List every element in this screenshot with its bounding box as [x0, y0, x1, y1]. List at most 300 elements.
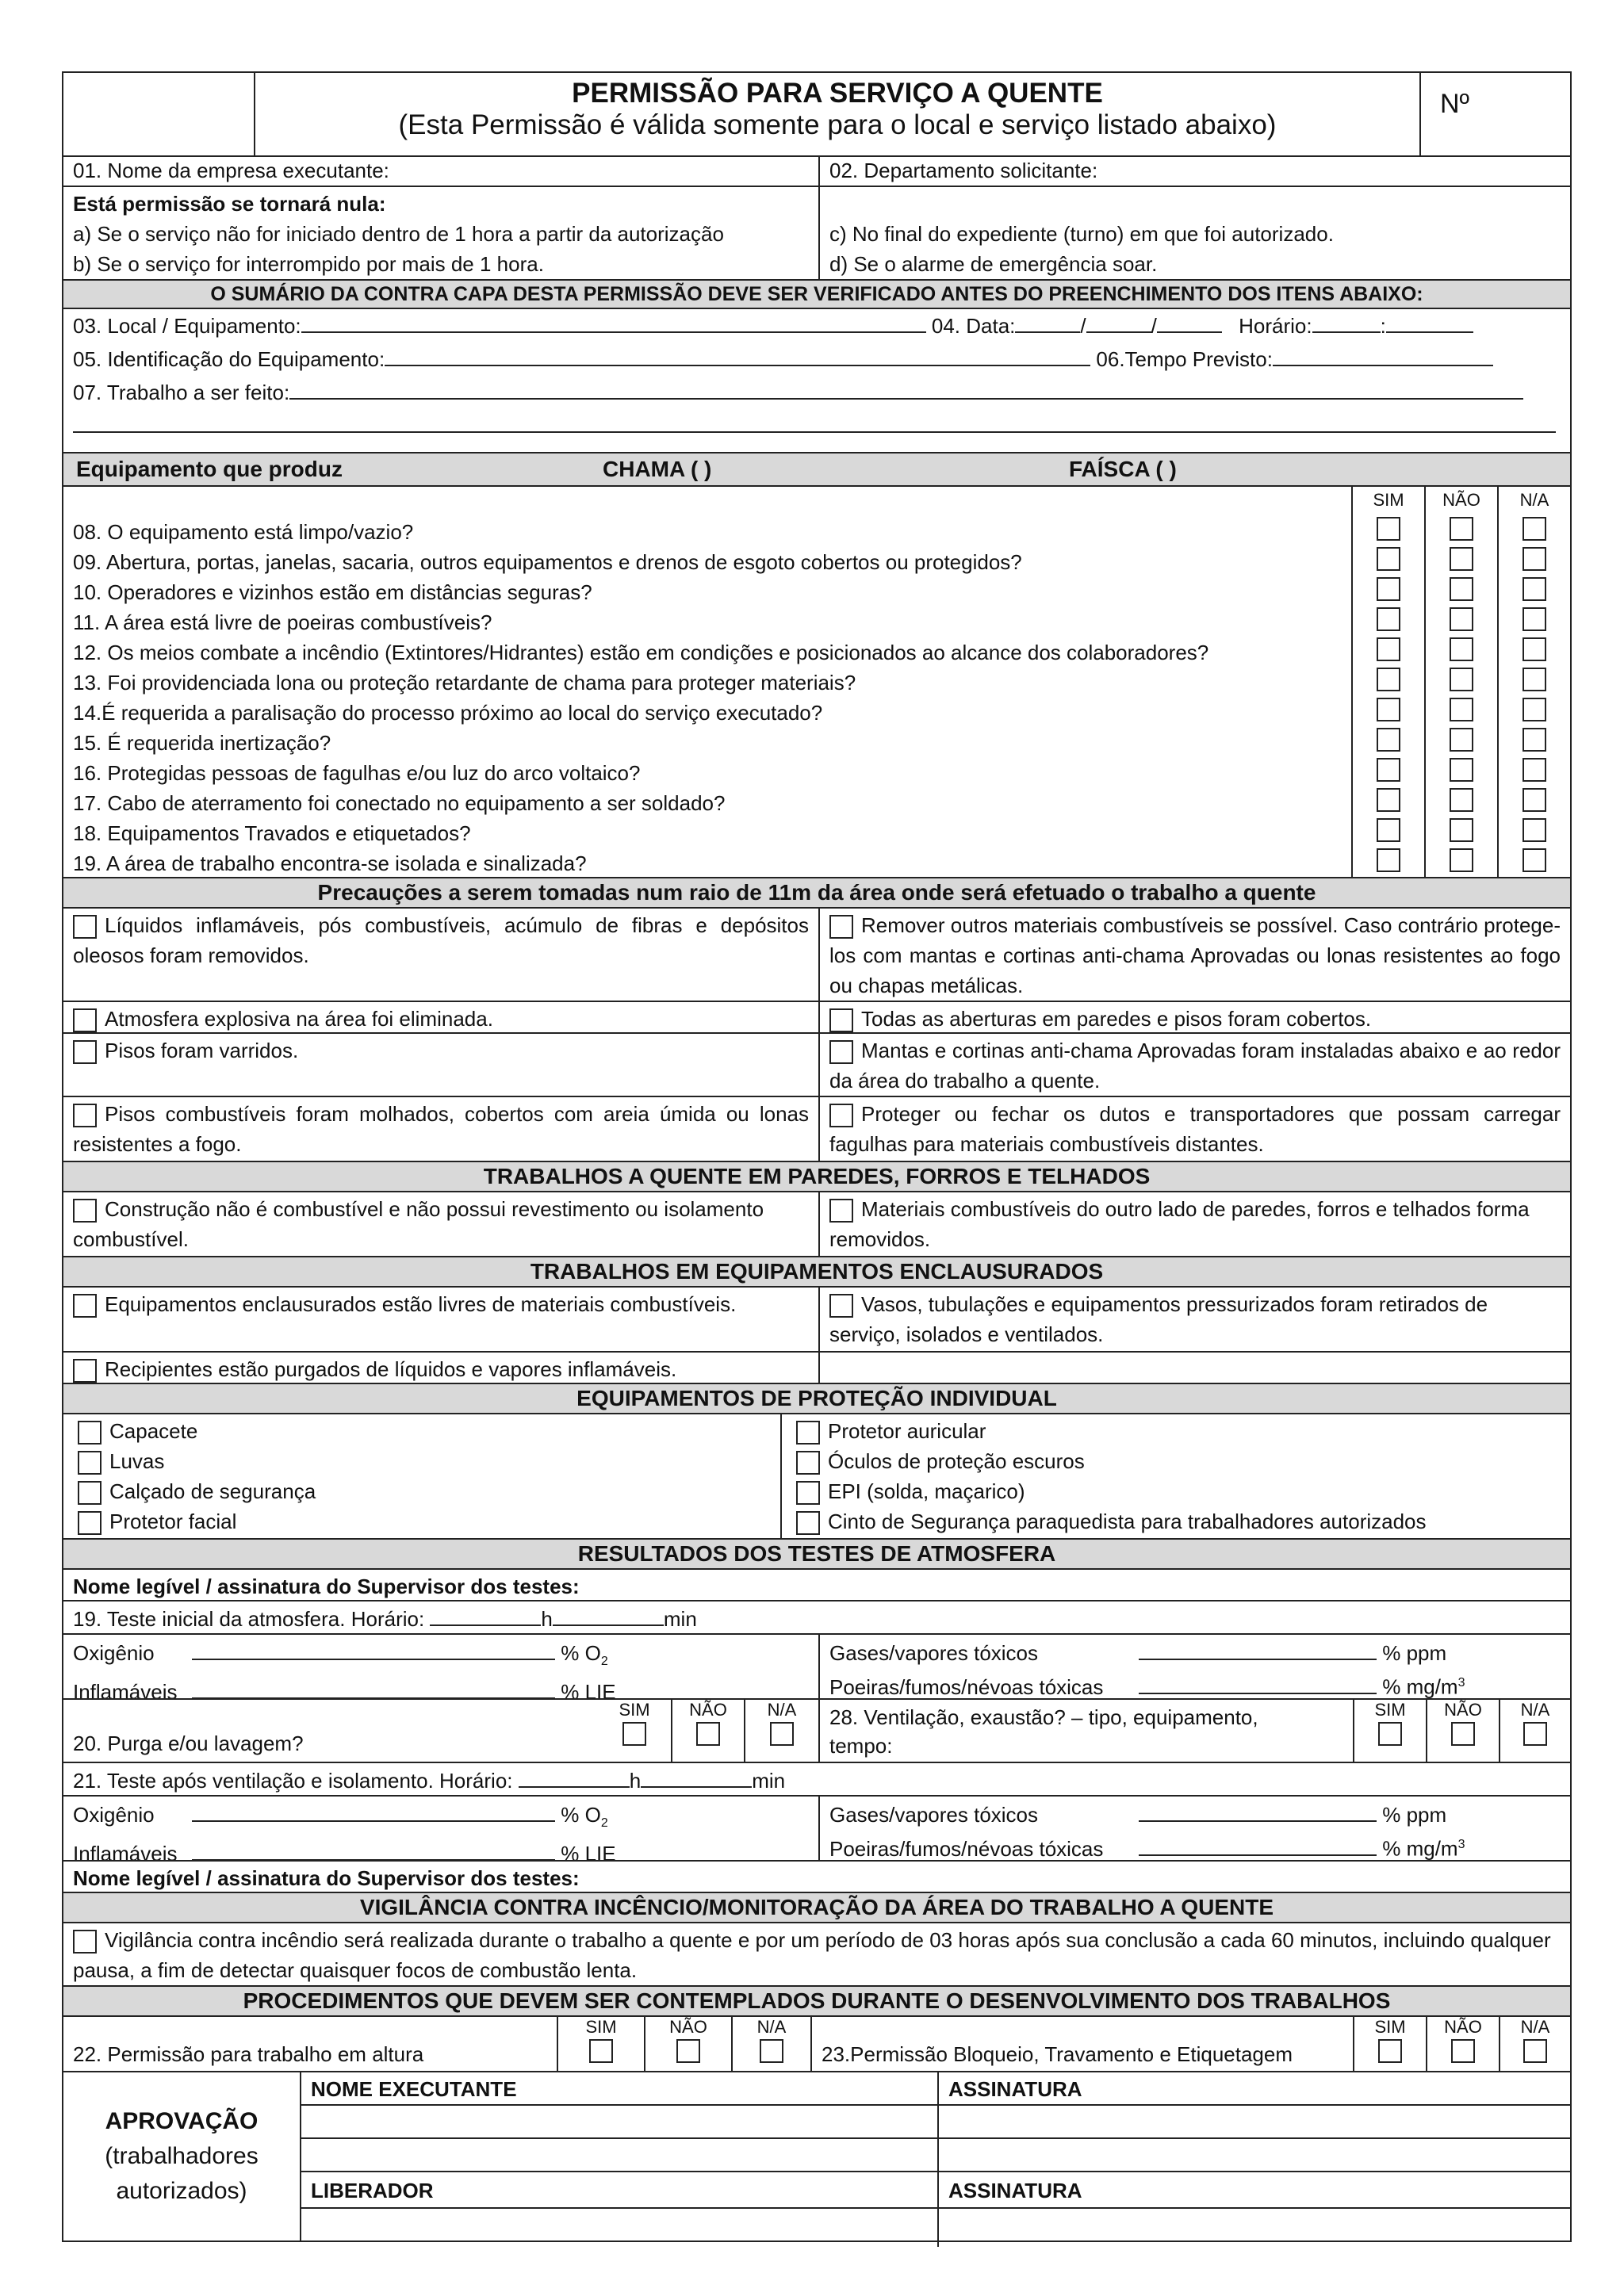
sim-q11-checkbox[interactable]	[1377, 607, 1400, 631]
date-year-line[interactable]	[1157, 316, 1222, 333]
atmos-supervisor-2[interactable]	[63, 1860, 1570, 1892]
atmos-test-19	[63, 1600, 1570, 1633]
oxygen-2-sub: 2	[600, 1816, 608, 1831]
test-19-min: min	[663, 1607, 697, 1631]
purge-nao-header: NÃO	[689, 1700, 727, 1720]
flammable-2-line[interactable]	[192, 1843, 555, 1861]
vent-na	[1499, 1700, 1570, 1762]
nao-q10-checkbox[interactable]	[1450, 577, 1473, 601]
flammable-1-unit: % LIE	[561, 1680, 616, 1705]
dust-1-line[interactable]	[1139, 1677, 1377, 1694]
executor-signature-cell-1[interactable]	[937, 2106, 1570, 2137]
sim-header: SIM	[1373, 490, 1404, 510]
p23-nao	[1426, 2017, 1499, 2071]
precaution-l1	[63, 909, 818, 1001]
nao-column	[1424, 487, 1497, 877]
vigilance-title: VIGILÂNCIA CONTRA INCÊNCIO/MONITORAÇÃO DA ÁREA DO TRABALHO A QUENTE	[63, 1892, 1570, 1922]
oxygen-2-line[interactable]	[192, 1804, 555, 1822]
precaution-r1	[818, 909, 1570, 1001]
sim-q12-cell	[1353, 634, 1424, 664]
vent-nao	[1426, 1700, 1499, 1762]
p22-nao-header: NÃO	[669, 2017, 707, 2037]
row-07-cont	[63, 409, 1570, 442]
nullity-a: a) Se o serviço não for iniciado dentro de 1 hora a partir da autorização	[73, 222, 724, 246]
test-19-h: h	[541, 1607, 553, 1631]
p22-sim-checkbox[interactable]	[589, 2039, 613, 2063]
executor-name-cell-1[interactable]	[301, 2106, 937, 2137]
nao-q10-cell	[1426, 574, 1497, 604]
number-label: Nº	[1440, 89, 1469, 119]
enclosed-l1-checkbox[interactable]	[73, 1294, 97, 1318]
approval-executor-row-1	[301, 2104, 1570, 2137]
oxygen-1-sub: 2	[600, 1655, 608, 1669]
nao-q8-cell	[1426, 514, 1497, 544]
p23-na	[1499, 2017, 1570, 2071]
nao-q17-cell	[1426, 785, 1497, 815]
enclosed-r2-empty	[818, 1353, 1570, 1383]
oxygen-1-unit: % O	[561, 1641, 601, 1665]
atmos-title: RESULTADOS DOS TESTES DE ATMOSFERA	[63, 1538, 1570, 1568]
nullity-row	[63, 186, 1570, 279]
walls-left-text: Construção não é combustível e não possui revestimento ou isolamento combustível.	[73, 1197, 764, 1251]
enclosed-row-2	[63, 1351, 1570, 1383]
vent-sim-checkbox[interactable]	[1378, 1722, 1402, 1746]
p22-nao	[644, 2017, 731, 2071]
p23-na-checkbox[interactable]	[1523, 2039, 1547, 2063]
na-q14-checkbox[interactable]	[1522, 698, 1546, 721]
approval-block	[63, 2071, 1570, 2241]
atmos-supervisor-1[interactable]	[63, 1568, 1570, 1600]
question-08: 08. O equipamento está limpo/vazio?	[73, 520, 414, 544]
question-18: 18. Equipamentos Travados e etiquetados?	[73, 821, 471, 845]
sim-q14-cell	[1353, 695, 1424, 725]
p22-na-checkbox[interactable]	[760, 2039, 783, 2063]
procedures-row	[63, 2015, 1570, 2071]
approval-header-2	[301, 2171, 1570, 2207]
nao-q17-checkbox[interactable]	[1450, 788, 1473, 812]
sim-q10-checkbox[interactable]	[1377, 577, 1400, 601]
vent-nao-header: NÃO	[1444, 1700, 1482, 1720]
header-title-area	[254, 73, 1419, 155]
sim-column	[1351, 487, 1424, 877]
nao-q15-cell	[1426, 725, 1497, 755]
nullity-heading: Está permissão se tornará nula:	[73, 192, 386, 216]
vigilance-checkbox[interactable]	[73, 1930, 97, 1954]
question-13: 13. Foi providenciada lona ou proteção retardante de chama para proteger materiais?	[73, 671, 856, 695]
na-q10-cell	[1499, 574, 1570, 604]
test-21-min-line[interactable]	[641, 1770, 752, 1788]
purge-nao-checkbox[interactable]	[696, 1722, 720, 1746]
sim-q16-checkbox[interactable]	[1377, 758, 1400, 782]
precaution-r3-checkbox[interactable]	[829, 1040, 853, 1064]
equipment-produces-label: Equipamento que produz	[76, 457, 343, 481]
nao-q8-checkbox[interactable]	[1450, 517, 1473, 541]
precaution-r3-text: Mantas e cortinas anti-chama Aprovadas foram instaladas abaixo e ao redor da área do trabalho a quente.	[829, 1039, 1561, 1093]
na-q16-cell	[1499, 755, 1570, 785]
time-sep: :	[1380, 314, 1386, 338]
sim-q18-cell	[1353, 815, 1424, 845]
row-07	[63, 376, 1570, 409]
ppe-item-epi	[796, 1476, 1561, 1506]
precaution-r3	[818, 1034, 1570, 1096]
executor-name-header: NOME EXECUTANTE	[311, 2077, 517, 2101]
precaution-r2	[818, 1002, 1570, 1032]
ppe-harness-label: Cinto de Segurança paraquedista para trabalhadores autorizados	[828, 1510, 1427, 1533]
nao-q12-checkbox[interactable]	[1450, 637, 1473, 661]
releaser-header: LIBERADOR	[311, 2179, 434, 2202]
p23-sim	[1353, 2017, 1426, 2071]
releaser-signature-cell[interactable]	[937, 2209, 1570, 2247]
enclosed-r1-checkbox[interactable]	[829, 1294, 853, 1318]
date-label: 04. Data:	[931, 314, 1016, 338]
nao-q11-checkbox[interactable]	[1450, 607, 1473, 631]
walls-title: TRABALHOS A QUENTE EM PAREDES, FORROS E TELHADOS	[63, 1161, 1570, 1191]
approval-releaser-row	[301, 2207, 1570, 2247]
na-column	[1497, 487, 1570, 877]
p23-na-header: N/A	[1520, 2017, 1550, 2037]
readings-1-right	[818, 1635, 1570, 1698]
readings-2-right	[818, 1797, 1570, 1860]
equipment-id-line[interactable]	[385, 349, 1090, 366]
nao-q14-checkbox[interactable]	[1450, 698, 1473, 721]
dust-2-line[interactable]	[1139, 1839, 1377, 1856]
dust-2-sup: 3	[1457, 1838, 1465, 1851]
precaution-l3-checkbox[interactable]	[73, 1040, 97, 1064]
atmos-purge-vent-row	[63, 1698, 1570, 1762]
flammable-1-label: Inflamáveis	[73, 1680, 178, 1705]
location-line[interactable]	[301, 316, 926, 333]
ppe-ear-label: Protetor auricular	[828, 1419, 986, 1443]
precaution-r4-text: Proteger ou fechar os dutos e transportadores que possam carregar fagulhas para materiais combustíveis distantes.	[829, 1102, 1561, 1156]
walls-right-checkbox[interactable]	[829, 1199, 853, 1223]
ppe-goggles-checkbox[interactable]	[796, 1451, 820, 1475]
vent-sim	[1353, 1700, 1426, 1762]
question-09: 09. Abertura, portas, janelas, sacaria, outros equipamentos e drenos de esgoto cobertos ou protegidos?	[73, 550, 1022, 574]
executor-signature-cell-2[interactable]	[937, 2139, 1570, 2171]
readings-2-left	[63, 1797, 818, 1866]
date-month-line[interactable]	[1086, 316, 1151, 333]
enclosed-r1-text: Vasos, tubulações e equipamentos pressurizados foram retirados de serviço, isolados e ventilados.	[829, 1292, 1488, 1346]
sim-q19-checkbox[interactable]	[1377, 848, 1400, 872]
na-q11-checkbox[interactable]	[1522, 607, 1546, 631]
ppe-shoes-label: Calçado de segurança	[109, 1479, 316, 1503]
ppe-item-ear	[796, 1416, 1561, 1446]
purge-sim-checkbox[interactable]	[622, 1722, 646, 1746]
department-field[interactable]: 02. Departamento solicitante:	[818, 157, 1570, 186]
dust-2-label: Poeiras/fumos/névoas tóxicas	[829, 1836, 1104, 1861]
sim-q9-checkbox[interactable]	[1377, 547, 1400, 571]
na-q18-checkbox[interactable]	[1522, 818, 1546, 842]
gases-1-line[interactable]	[1139, 1643, 1377, 1660]
na-q19-cell	[1499, 845, 1570, 875]
ppe-left	[63, 1414, 780, 1538]
na-q13-cell	[1499, 664, 1570, 695]
na-q12-checkbox[interactable]	[1522, 637, 1546, 661]
purge-sim-header: SIM	[619, 1700, 650, 1720]
na-q19-checkbox[interactable]	[1522, 848, 1546, 872]
nao-q11-cell	[1426, 604, 1497, 634]
question-11: 11. A área está livre de poeiras combustíveis?	[73, 610, 492, 634]
sim-boxes	[1353, 514, 1424, 875]
row-01-02	[63, 155, 1570, 186]
expected-time-label: 06.Tempo Previsto:	[1096, 347, 1273, 371]
ppe-harness-checkbox[interactable]	[796, 1511, 820, 1535]
date-sep-2: /	[1151, 314, 1157, 338]
na-q17-cell	[1499, 785, 1570, 815]
nao-q9-cell	[1426, 544, 1497, 574]
precaution-l4-text: Pisos combustíveis foram molhados, cobertos com areia úmida ou lonas resistentes a fogo.	[73, 1102, 809, 1156]
company-field[interactable]: 01. Nome da empresa executante:	[73, 159, 389, 182]
na-q15-checkbox[interactable]	[1522, 728, 1546, 752]
executor-name-cell-2[interactable]	[301, 2139, 937, 2171]
walls-right-text: Materiais combustíveis do outro lado de paredes, forros e telhados forma removidos.	[829, 1197, 1530, 1251]
approval-executor-row-2	[301, 2137, 1570, 2171]
details-block	[63, 308, 1570, 452]
oxygen-2-label: Oxigênio	[73, 1803, 155, 1827]
nao-q19-cell	[1426, 845, 1497, 875]
ppe-item-face	[78, 1506, 771, 1536]
ppe-item-helmet	[78, 1416, 771, 1446]
form-subtitle: (Esta Permissão é válida somente para o local e serviço listado abaixo)	[398, 109, 1277, 140]
flammable-1-line[interactable]	[192, 1682, 555, 1699]
time-label: Horário:	[1239, 314, 1312, 338]
precaution-l2-text: Atmosfera explosiva na área foi eliminada.	[105, 1007, 493, 1031]
date-day-line[interactable]	[1015, 316, 1080, 333]
ppe-item-shoes	[78, 1476, 771, 1506]
nullity-right	[818, 187, 1570, 279]
nao-q12-cell	[1426, 634, 1497, 664]
na-q8-checkbox[interactable]	[1522, 517, 1546, 541]
gases-1-unit: % ppm	[1382, 1641, 1447, 1665]
ppe-shoes-checkbox[interactable]	[78, 1481, 102, 1505]
na-q16-checkbox[interactable]	[1522, 758, 1546, 782]
p23-sim-checkbox[interactable]	[1378, 2039, 1402, 2063]
p22-na	[731, 2017, 810, 2071]
proc-22-label: 22. Permissão para trabalho em altura	[73, 2042, 424, 2066]
precaution-r4-checkbox[interactable]	[829, 1104, 853, 1127]
proc-23-label: 23.Permissão Bloqueio, Travamento e Etiquetagem	[810, 2017, 1353, 2071]
na-header: N/A	[1519, 490, 1549, 510]
test-21-hour-line[interactable]	[519, 1770, 630, 1788]
gases-1-label: Gases/vapores tóxicos	[829, 1641, 1039, 1665]
nao-q15-checkbox[interactable]	[1450, 728, 1473, 752]
ppe-gloves-checkbox[interactable]	[78, 1451, 102, 1475]
approval-label-1: APROVAÇÃO	[105, 2108, 259, 2134]
sim-q8-checkbox[interactable]	[1377, 517, 1400, 541]
ppe-ear-checkbox[interactable]	[796, 1421, 820, 1445]
p22-nao-checkbox[interactable]	[676, 2039, 700, 2063]
precaution-r2-text: Todas as aberturas em paredes e pisos foram cobertos.	[861, 1007, 1372, 1031]
sim-q15-cell	[1353, 725, 1424, 755]
ppe-item-gloves	[78, 1446, 771, 1476]
atmos-readings-1	[63, 1633, 1570, 1705]
na-q11-cell	[1499, 604, 1570, 634]
ppe-gloves-label: Luvas	[109, 1449, 165, 1473]
ppe-item-goggles	[796, 1446, 1561, 1476]
purge-na	[744, 1700, 818, 1762]
ppe-item-harness	[796, 1506, 1561, 1536]
work-line-1[interactable]	[289, 382, 1523, 400]
na-q15-cell	[1499, 725, 1570, 755]
nao-q14-cell	[1426, 695, 1497, 725]
precaution-l4-checkbox[interactable]	[73, 1104, 97, 1127]
na-q17-checkbox[interactable]	[1522, 788, 1546, 812]
p22-sim-header: SIM	[585, 2017, 617, 2037]
purge-label: 20. Purga e/ou lavagem?	[73, 1732, 304, 1755]
question-10: 10. Operadores e vizinhos estão em distâncias seguras?	[73, 580, 592, 604]
dust-1-label: Poeiras/fumos/névoas tóxicas	[829, 1674, 1104, 1699]
sim-q9-cell	[1353, 544, 1424, 574]
sim-q11-cell	[1353, 604, 1424, 634]
precaution-l2	[63, 1002, 818, 1032]
sim-q12-checkbox[interactable]	[1377, 637, 1400, 661]
precaution-l2-checkbox[interactable]	[73, 1008, 97, 1032]
p23-nao-checkbox[interactable]	[1451, 2039, 1475, 2063]
purge-nao	[671, 1700, 744, 1762]
gases-2-line[interactable]	[1139, 1804, 1377, 1822]
flammable-2-unit: % LIE	[561, 1842, 616, 1866]
nao-q19-checkbox[interactable]	[1450, 848, 1473, 872]
test-19-hour-line[interactable]	[430, 1609, 541, 1626]
na-q10-checkbox[interactable]	[1522, 577, 1546, 601]
questions-block	[63, 485, 1570, 877]
releaser-name-cell[interactable]	[301, 2209, 937, 2247]
p23-sim-header: SIM	[1374, 2017, 1406, 2037]
precaution-r2-checkbox[interactable]	[829, 1008, 853, 1032]
nao-boxes	[1426, 514, 1497, 875]
oxygen-1-line[interactable]	[192, 1643, 555, 1660]
form-title: PERMISSÃO PARA SERVIÇO A QUENTE	[572, 78, 1103, 109]
logo-area	[63, 73, 254, 155]
ventilation-cell	[818, 1700, 1353, 1762]
precautions-row-4	[63, 1096, 1570, 1161]
sim-q14-checkbox[interactable]	[1377, 698, 1400, 721]
ventilation-label-2: tempo:	[829, 1734, 893, 1758]
sim-q13-checkbox[interactable]	[1377, 668, 1400, 691]
precaution-r1-checkbox[interactable]	[829, 915, 853, 939]
enclosed-row-1	[63, 1286, 1570, 1351]
sim-q15-checkbox[interactable]	[1377, 728, 1400, 752]
nao-q9-checkbox[interactable]	[1450, 547, 1473, 571]
ppe-face-checkbox[interactable]	[78, 1511, 102, 1535]
work-label: 07. Trabalho a ser feito:	[73, 381, 290, 404]
releaser-signature-header: ASSINATURA	[937, 2172, 1570, 2207]
nullity-c: c) No final do expediente (turno) em que foi autorizado.	[829, 222, 1334, 246]
time-hour-line[interactable]	[1312, 316, 1381, 333]
procedures-title: PROCEDIMENTOS QUE DEVEM SER CONTEMPLADOS DURANTE O DESENVOLVIMENTO DOS TRABALHOS	[63, 1985, 1570, 2015]
atmos-supervisor-2-label: Nome legível / assinatura do Supervisor dos testes:	[73, 1866, 580, 1890]
na-q9-cell	[1499, 544, 1570, 574]
enclosed-l1	[63, 1288, 818, 1351]
nao-q16-checkbox[interactable]	[1450, 758, 1473, 782]
purge-na-checkbox[interactable]	[770, 1722, 794, 1746]
vent-na-checkbox[interactable]	[1523, 1722, 1547, 1746]
question-12: 12. Os meios combate a incêndio (Extintores/Hidrantes) estão em condições e posicionados ao alcance dos colaboradores?	[73, 641, 1209, 664]
ppe-title: EQUIPAMENTOS DE PROTEÇÃO INDIVIDUAL	[63, 1383, 1570, 1413]
ppe-epi-label: EPI (solda, maçarico)	[828, 1479, 1025, 1503]
na-boxes	[1499, 514, 1570, 875]
vent-nao-checkbox[interactable]	[1451, 1722, 1475, 1746]
test-19-min-line[interactable]	[553, 1609, 664, 1626]
nullity-left	[63, 187, 818, 279]
ventilation-label-1: 28. Ventilação, exaustão? – tipo, equipamento,	[829, 1705, 1258, 1729]
nao-q13-checkbox[interactable]	[1450, 668, 1473, 691]
time-min-line[interactable]	[1386, 316, 1473, 333]
sim-q17-checkbox[interactable]	[1377, 788, 1400, 812]
equipment-produces-row	[63, 452, 1570, 485]
test-21-h: h	[629, 1769, 642, 1793]
precaution-r4	[818, 1097, 1570, 1161]
purge-sim	[598, 1700, 671, 1762]
row-03-04	[63, 309, 1570, 342]
test-21-label: 21. Teste após ventilação e isolamento. Horário:	[73, 1769, 513, 1793]
dust-1-sup: 3	[1457, 1676, 1465, 1689]
ppe-epi-checkbox[interactable]	[796, 1481, 820, 1505]
sim-q18-checkbox[interactable]	[1377, 818, 1400, 842]
question-16: 16. Protegidas pessoas de fagulhas e/ou luz do arco voltaico?	[73, 761, 641, 785]
sim-q17-cell	[1353, 785, 1424, 815]
gases-2-unit: % ppm	[1382, 1803, 1447, 1827]
precaution-l3	[63, 1034, 818, 1096]
sim-q10-cell	[1353, 574, 1424, 604]
approval-label	[63, 2072, 300, 2241]
precautions-row-3	[63, 1032, 1570, 1096]
vigilance-text: Vigilância contra incêndio será realizada durante o trabalho a quente e por um período de 03 horas após sua conclusão a cada 60 minutos, incluindo qualquer pausa, a fim de detectar quaisquer focos de combustão lenta.	[73, 1928, 1551, 1982]
spark-option[interactable]: FAÍSCA ( )	[1069, 457, 1177, 481]
expected-time-line[interactable]	[1273, 349, 1493, 366]
walls-left-checkbox[interactable]	[73, 1199, 97, 1223]
enclosed-title: TRABALHOS EM EQUIPAMENTOS ENCLAUSURADOS	[63, 1256, 1570, 1286]
questions-list	[63, 487, 1351, 877]
na-q13-checkbox[interactable]	[1522, 668, 1546, 691]
ppe-face-label: Protetor facial	[109, 1510, 237, 1533]
test-19-content	[63, 1601, 1570, 1636]
precaution-r1-text: Remover outros materiais combustíveis se possível. Caso contrário protege-los com mantas e cortinas anti-chama Aprovadas ou lonas resistentes ao fogo ou chapas metálicas.	[829, 913, 1561, 997]
ppe-row	[63, 1413, 1570, 1538]
ppe-helmet-checkbox[interactable]	[78, 1421, 102, 1445]
vent-sim-header: SIM	[1374, 1700, 1406, 1720]
header-row	[63, 73, 1570, 155]
purge-na-header: N/A	[767, 1700, 797, 1720]
flame-option[interactable]: CHAMA ( )	[603, 457, 712, 481]
date-sep-1: /	[1080, 314, 1086, 338]
p22-na-header: N/A	[756, 2017, 787, 2037]
test-21-content	[63, 1763, 1570, 1798]
enclosed-l2-text: Recipientes estão purgados de líquidos e vapores inflamáveis.	[105, 1357, 677, 1381]
work-line-2[interactable]	[73, 415, 1556, 433]
precaution-l1-checkbox[interactable]	[73, 915, 97, 939]
question-19: 19. A área de trabalho encontra-se isolada e sinalizada?	[73, 851, 587, 875]
precaution-l3-text: Pisos foram varridos.	[105, 1039, 299, 1062]
permit-number-field[interactable]	[1419, 73, 1570, 155]
nao-q18-cell	[1426, 815, 1497, 845]
oxygen-2-unit: % O	[561, 1803, 601, 1827]
na-q9-checkbox[interactable]	[1522, 547, 1546, 571]
precaution-l1-text: Líquidos inflamáveis, pós combustíveis, acúmulo de fibras e depósitos oleosos foram removidos.	[73, 913, 809, 967]
question-15: 15. É requerida inertização?	[73, 731, 331, 755]
nao-q16-cell	[1426, 755, 1497, 785]
enclosed-r1	[818, 1288, 1570, 1351]
enclosed-l2-checkbox[interactable]	[73, 1359, 97, 1383]
p23-nao-header: NÃO	[1444, 2017, 1482, 2037]
equipment-id-label: 05. Identificação do Equipamento:	[73, 347, 385, 371]
vigilance-content	[63, 1923, 1570, 1987]
approval-header-1	[301, 2072, 1570, 2104]
sim-q13-cell	[1353, 664, 1424, 695]
nullity-d: d) Se o alarme de emergência soar.	[829, 252, 1158, 276]
nao-q18-checkbox[interactable]	[1450, 818, 1473, 842]
ppe-goggles-label: Óculos de proteção escuros	[828, 1449, 1085, 1473]
